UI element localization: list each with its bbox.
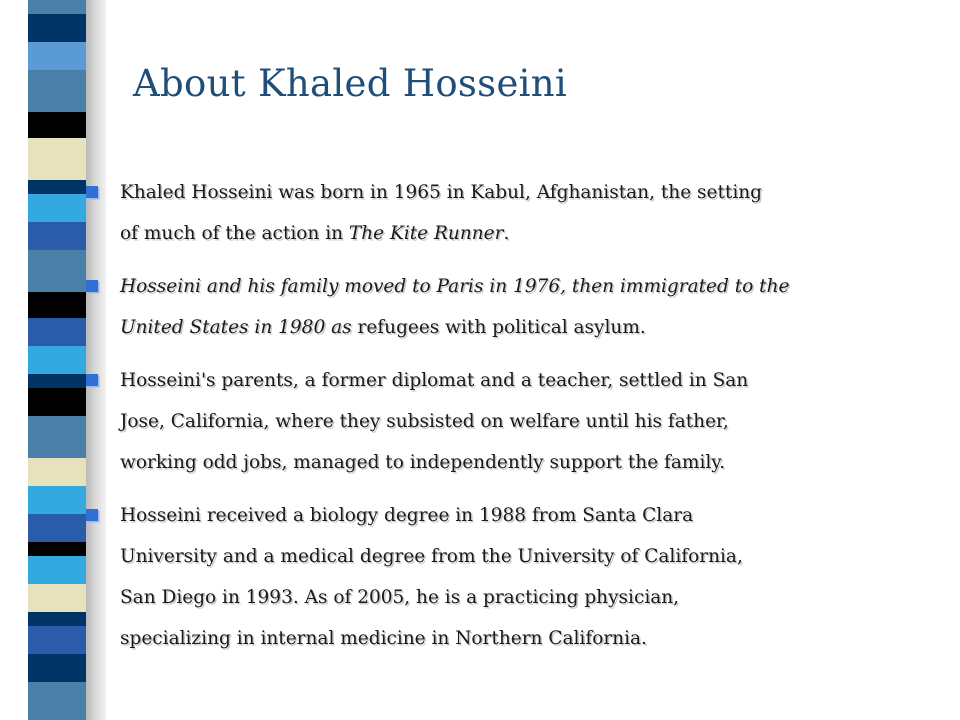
bullet-line: [120, 495, 876, 536]
stripe-block: [28, 292, 86, 318]
bullet-line: [120, 360, 876, 401]
bullet-line: [120, 442, 876, 483]
text-run: University and a medical degree from the University of California,: [120, 546, 743, 567]
page-title: About Khaled Hosseini: [133, 62, 568, 105]
bullet-line: [120, 266, 876, 307]
text-run: working odd jobs, managed to independently support the family.: [120, 452, 726, 473]
bullet-line: [120, 401, 876, 442]
stripe-block: [28, 70, 86, 112]
bullet-line: [120, 618, 876, 659]
stripe-block: [28, 486, 86, 514]
bullet-item: [86, 360, 876, 483]
stripe-block: [28, 318, 86, 346]
italic-text: Hosseini and his family moved to Paris in 1976, then immigrated to the: [120, 276, 790, 297]
square-bullet-icon: [86, 280, 98, 292]
square-bullet-icon: [86, 186, 98, 198]
bullet-line: [120, 172, 876, 213]
square-bullet-icon: [86, 509, 98, 521]
italic-text: The Kite Runner: [348, 223, 504, 244]
stripe-block: [28, 374, 86, 388]
stripe-block: [28, 250, 86, 292]
decorative-stripe: [28, 0, 86, 720]
stripe-block: [28, 416, 86, 458]
text-run: specializing in internal medicine in Northern California.: [120, 628, 647, 649]
text-run: of much of the action in: [120, 223, 349, 244]
stripe-block: [28, 584, 86, 612]
stripe-block: [28, 654, 86, 682]
bullet-line: [120, 307, 876, 348]
bullet-line: [120, 536, 876, 577]
stripe-block: [28, 138, 86, 180]
text-run: San Diego in 1993. As of 2005, he is a practicing physician,: [120, 587, 680, 608]
stripe-block: [28, 626, 86, 654]
bullet-line: [120, 577, 876, 618]
square-bullet-icon: [86, 374, 98, 386]
text-run: Jose, California, where they subsisted on welfare until his father,: [120, 411, 729, 432]
stripe-block: [28, 346, 86, 374]
stripe-block: [28, 194, 86, 222]
text-run: .: [503, 223, 510, 244]
stripe-block: [28, 180, 86, 194]
stripe-block: [28, 514, 86, 542]
stripe-block: [28, 458, 86, 486]
bullet-item: [86, 266, 876, 348]
bullet-item: [86, 172, 876, 254]
bullet-item: [86, 495, 876, 659]
text-run: Hosseini's parents, a former diplomat and a teacher, settled in San: [120, 370, 749, 391]
bullet-list: [86, 172, 876, 671]
stripe-block: [28, 612, 86, 626]
text-run: refugees with political asylum.: [357, 317, 646, 338]
stripe-block: [28, 14, 86, 42]
stripe-block: [28, 112, 86, 138]
text-run: Khaled Hosseini was born in 1965 in Kabul, Afghanistan, the setting: [120, 182, 763, 203]
stripe-block: [28, 542, 86, 556]
stripe-block: [28, 556, 86, 584]
stripe-block: [28, 388, 86, 416]
bullet-line: [120, 213, 876, 254]
stripe-block: [28, 222, 86, 250]
stripe-block: [28, 42, 86, 70]
stripe-block: [28, 682, 86, 720]
italic-text: United States in 1980 as: [120, 317, 358, 338]
stripe-block: [28, 0, 86, 14]
text-run: Hosseini received a biology degree in 1988 from Santa Clara: [120, 505, 694, 526]
